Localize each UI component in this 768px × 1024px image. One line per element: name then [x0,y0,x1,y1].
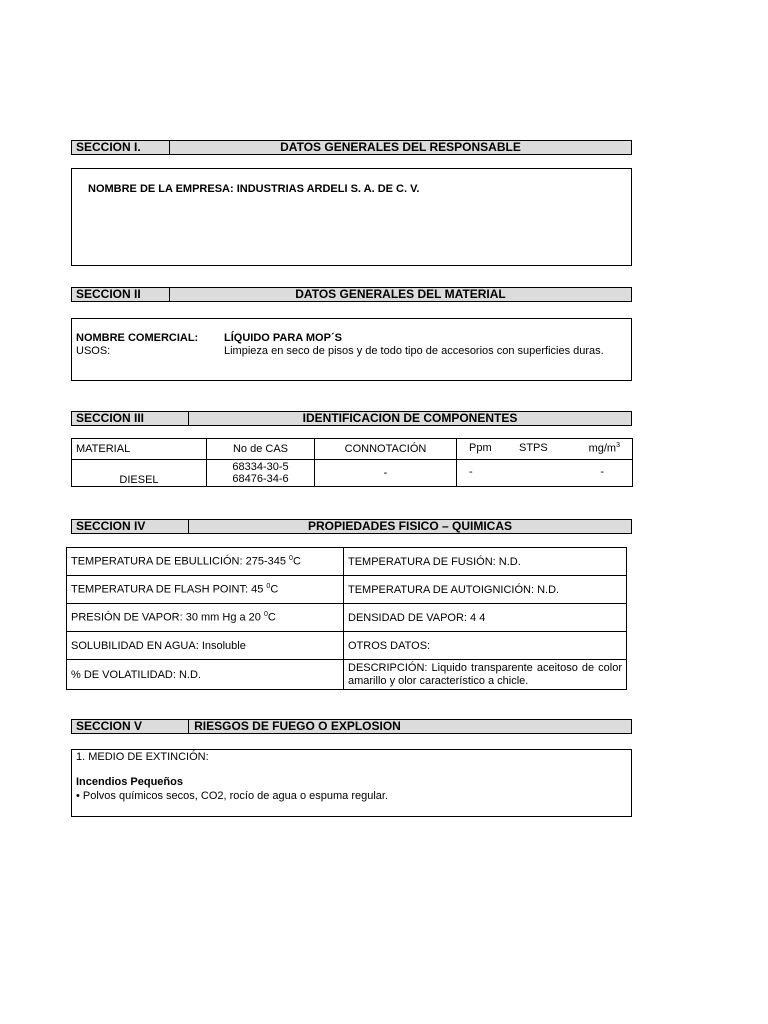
company-box [71,168,632,266]
table-header-row [72,439,633,460]
table-row [67,576,627,604]
vapor-density: DENSIDAD DE VAPOR: 4 4 [344,604,627,632]
table-row [67,632,627,660]
components-table [71,438,633,487]
section-1-header [71,140,632,155]
water-solubility: SOLUBILIDAD EN AGUA: Insoluble [67,632,344,660]
extinction-medium: 1. MEDIO DE EXTINCIÓN: [76,751,209,763]
trade-name-value: LÍQUIDO PARA MOP´S [224,332,342,344]
section-number: SECCION V [76,719,143,733]
table-row [72,460,633,487]
section-4-header [71,519,632,534]
material-cell: DIESEL [72,460,207,487]
section-title: RIESGOS DE FUEGO O EXPLOSION [194,719,401,733]
flash-point: TEMPERATURA DE FLASH POINT: 45 $^0$C [67,576,344,604]
table-row [67,548,627,576]
section-number: SECCION II [76,287,141,301]
autoignition-temp: TEMPERATURA DE AUTOIGNICIÓN: N.D. [344,576,627,604]
section-title: DATOS GENERALES DEL MATERIAL [295,287,506,301]
stps-cell [457,460,633,487]
section-number: SECCION IV [76,519,146,533]
section-number: SECCION III [76,411,145,425]
table-row [67,660,627,690]
table-row [67,604,627,632]
stps-label: STPS [519,442,548,454]
volatility: % DE VOLATILIDAD: N.D. [67,660,344,690]
col-stps [457,439,633,460]
description: DESCRIPCIÓN: Liquido transparente aceitoso de color amarillo y olor característico a chicle. [344,660,627,690]
company-line [88,183,419,195]
col-cas: No de CAS [207,439,315,460]
ppm-value: - [469,466,473,478]
col-material: MATERIAL [72,439,207,460]
ppm-label: Ppm [469,442,492,454]
uses-label: USOS: [76,345,111,357]
trade-name-label: NOMBRE COMERCIAL: [76,332,199,344]
boiling-temp: TEMPERATURA DE EBULLICIÓN: 275-345 $^0$C [67,548,344,576]
small-fires-bullet: • Polvos químicos secos, CO2, rocío de agua o espuma regular. [76,790,389,802]
fire-risk-box [71,749,632,817]
small-fires-heading: Incendios Pequeños [76,776,183,788]
company-value: INDUSTRIAS ARDELI S. A. DE C. V. [236,183,420,195]
unit-label: $mg/m^3$ [588,442,620,455]
col-connotation: CONNOTACIÓN [315,439,457,460]
section-title: DATOS GENERALES DEL RESPONSABLE [280,140,521,154]
fusion-temp: TEMPERATURA DE FUSIÓN: N.D. [344,548,627,576]
cas-2: 68476-34-6 [232,473,289,485]
material-box [71,318,632,381]
cas-cell [207,460,315,487]
section-3-header [71,411,632,426]
company-label: NOMBRE DE LA EMPRESA: [88,183,234,195]
connotation-cell: - [315,460,457,487]
properties-table [66,547,627,690]
section-number: SECCION I. [76,140,141,154]
vapor-pressure: PRESIÓN DE VAPOR: 30 mm Hg a 20 $^0$C [67,604,344,632]
section-5-header [71,719,632,734]
uses-value: Limpieza en seco de pisos y de todo tipo de accesorios con superficies duras. [224,345,604,357]
section-title: IDENTIFICACION DE COMPONENTES [302,411,518,425]
cas-1: 68334-30-5 [232,461,289,473]
mg-value: - [600,466,604,478]
other-data: OTROS DATOS: [344,632,627,660]
section-2-header [71,287,632,302]
section-title: PROPIEDADES FISICO – QUIMICAS [307,519,513,533]
